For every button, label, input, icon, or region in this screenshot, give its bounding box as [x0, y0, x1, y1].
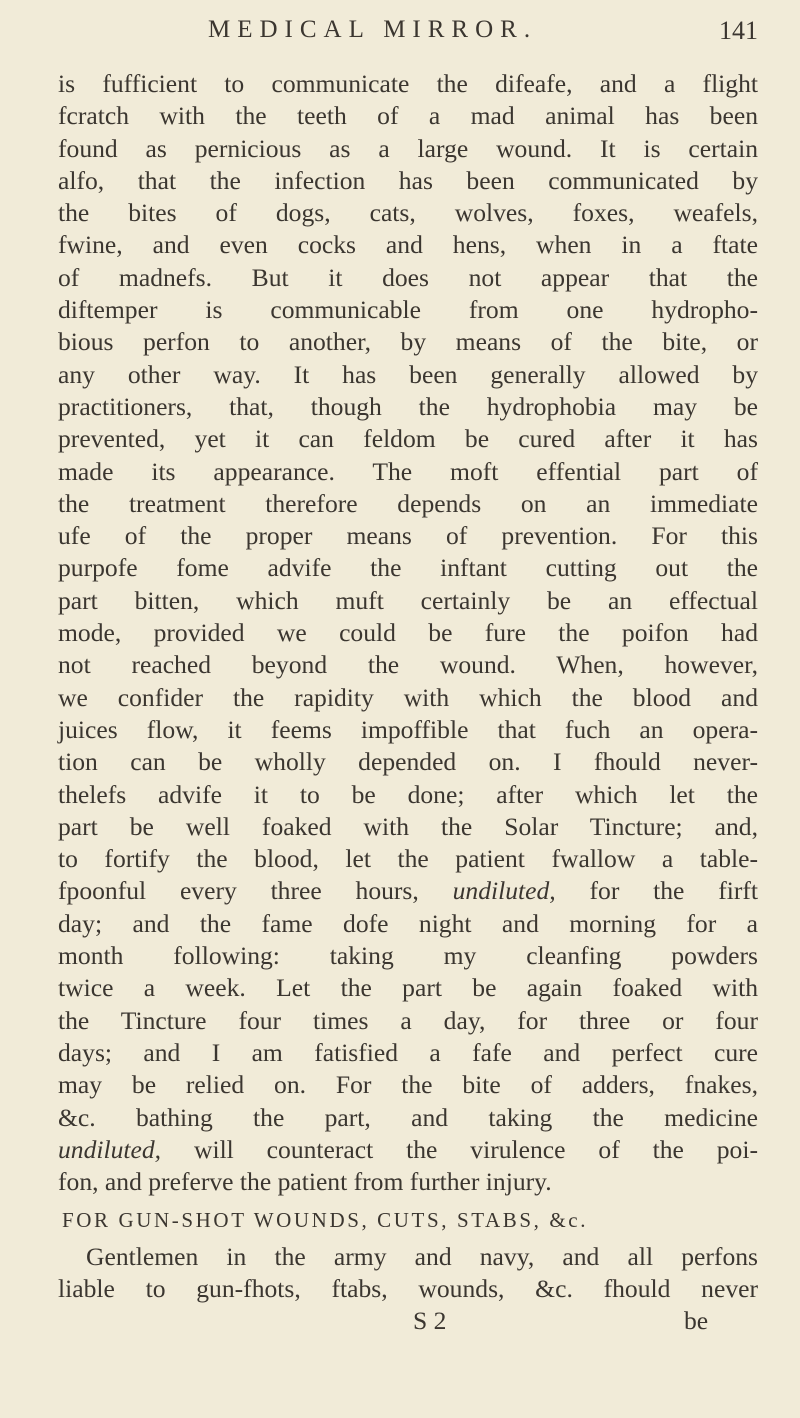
text-line: the Tincture four times a day, for three or four [58, 1005, 758, 1035]
text-line: bious perfon to another, by means of the bite, or [58, 327, 758, 357]
text-line: part be well foaked with the Solar Tincture; and, [58, 811, 758, 841]
text-line: may be relied on. For the bite of adders, fnakes, [58, 1070, 758, 1100]
text-line: ufe of the proper means of prevention. For this [58, 521, 758, 551]
text-line: diftemper is communicable from one hydropho- [58, 295, 758, 325]
running-title: MEDICAL MIRROR. [208, 16, 538, 43]
text-line: purpofe fome advife the inftant cutting out the [58, 553, 758, 583]
section-heading: FOR GUN-SHOT WOUNDS, CUTS, STABS, &c. [62, 1208, 589, 1233]
page-footer [58, 1305, 758, 1337]
text-line: month following: taking my cleanfing powders [58, 941, 758, 971]
text-run: will counteract the virulence of the poi- [193, 1134, 758, 1164]
text-line: alfo, that the infection has been communicated by [58, 165, 758, 195]
italic-text: undiluted, [58, 1134, 162, 1164]
text-line: day; and the fame dofe night and morning for a [58, 908, 758, 938]
text-line: fcratch with the teeth of a mad animal has been [58, 101, 758, 131]
text-line: not reached beyond the wound. When, however, [58, 650, 758, 680]
text-line: to fortify the blood, let the patient fwallow a table- [58, 844, 758, 874]
text-line [58, 1134, 758, 1166]
text-line: tion can be wholly depended on. I fhould never- [58, 747, 758, 777]
text-line: we confider the rapidity with which the blood and [58, 682, 758, 712]
text-line: twice a week. Let the part be again foaked with [58, 973, 758, 1003]
catchword: be [684, 1306, 709, 1336]
text-line: days; and I am fatisfied a fafe and perfect cure [58, 1037, 758, 1067]
text-run: fpoonful every three hours, [58, 876, 419, 906]
running-head [58, 16, 758, 56]
italic-text: undiluted, [452, 876, 556, 906]
text-line: liable to gun-fhots, ftabs, wounds, &c. fhould never [58, 1273, 758, 1303]
text-line: &c. bathing the part, and taking the medicine [58, 1102, 758, 1132]
text-line: found as pernicious as a large wound. It is certain [58, 133, 758, 163]
text-line: fon, and preferve the patient from further injury. [58, 1167, 552, 1197]
text-line: juices flow, it feems impoffible that fuch an opera- [58, 714, 758, 744]
text-line: the bites of dogs, cats, wolves, foxes, weafels, [58, 198, 758, 228]
text-line: part bitten, which muft certainly be an effectual [58, 585, 758, 615]
signature-mark: S 2 [413, 1306, 447, 1336]
text-line: practitioners, that, though the hydrophobia may be [58, 391, 758, 421]
text-line: prevented, yet it can feldom be cured after it has [58, 424, 758, 454]
text-line: fwine, and even cocks and hens, when in a ftate [58, 230, 758, 260]
text-line: thelefs advife it to be done; after which let the [58, 779, 758, 809]
text-line: Gentlemen in the army and navy, and all perfons [86, 1241, 758, 1271]
text-line: any other way. It has been generally allowed by [58, 359, 758, 389]
text-line: the treatment therefore depends on an immediate [58, 488, 758, 518]
text-line: made its appearance. The moft effential part of [58, 456, 758, 486]
body-text [58, 68, 758, 1338]
text-run: for the firft [589, 876, 758, 906]
text-line [58, 875, 758, 907]
text-line: is fufficient to communicate the difeafe, and a flight [58, 69, 758, 98]
page-number: 141 [719, 16, 758, 45]
text-line: mode, provided we could be fure the poifon had [58, 618, 758, 648]
text-line: of madnefs. But it does not appear that the [58, 262, 758, 292]
